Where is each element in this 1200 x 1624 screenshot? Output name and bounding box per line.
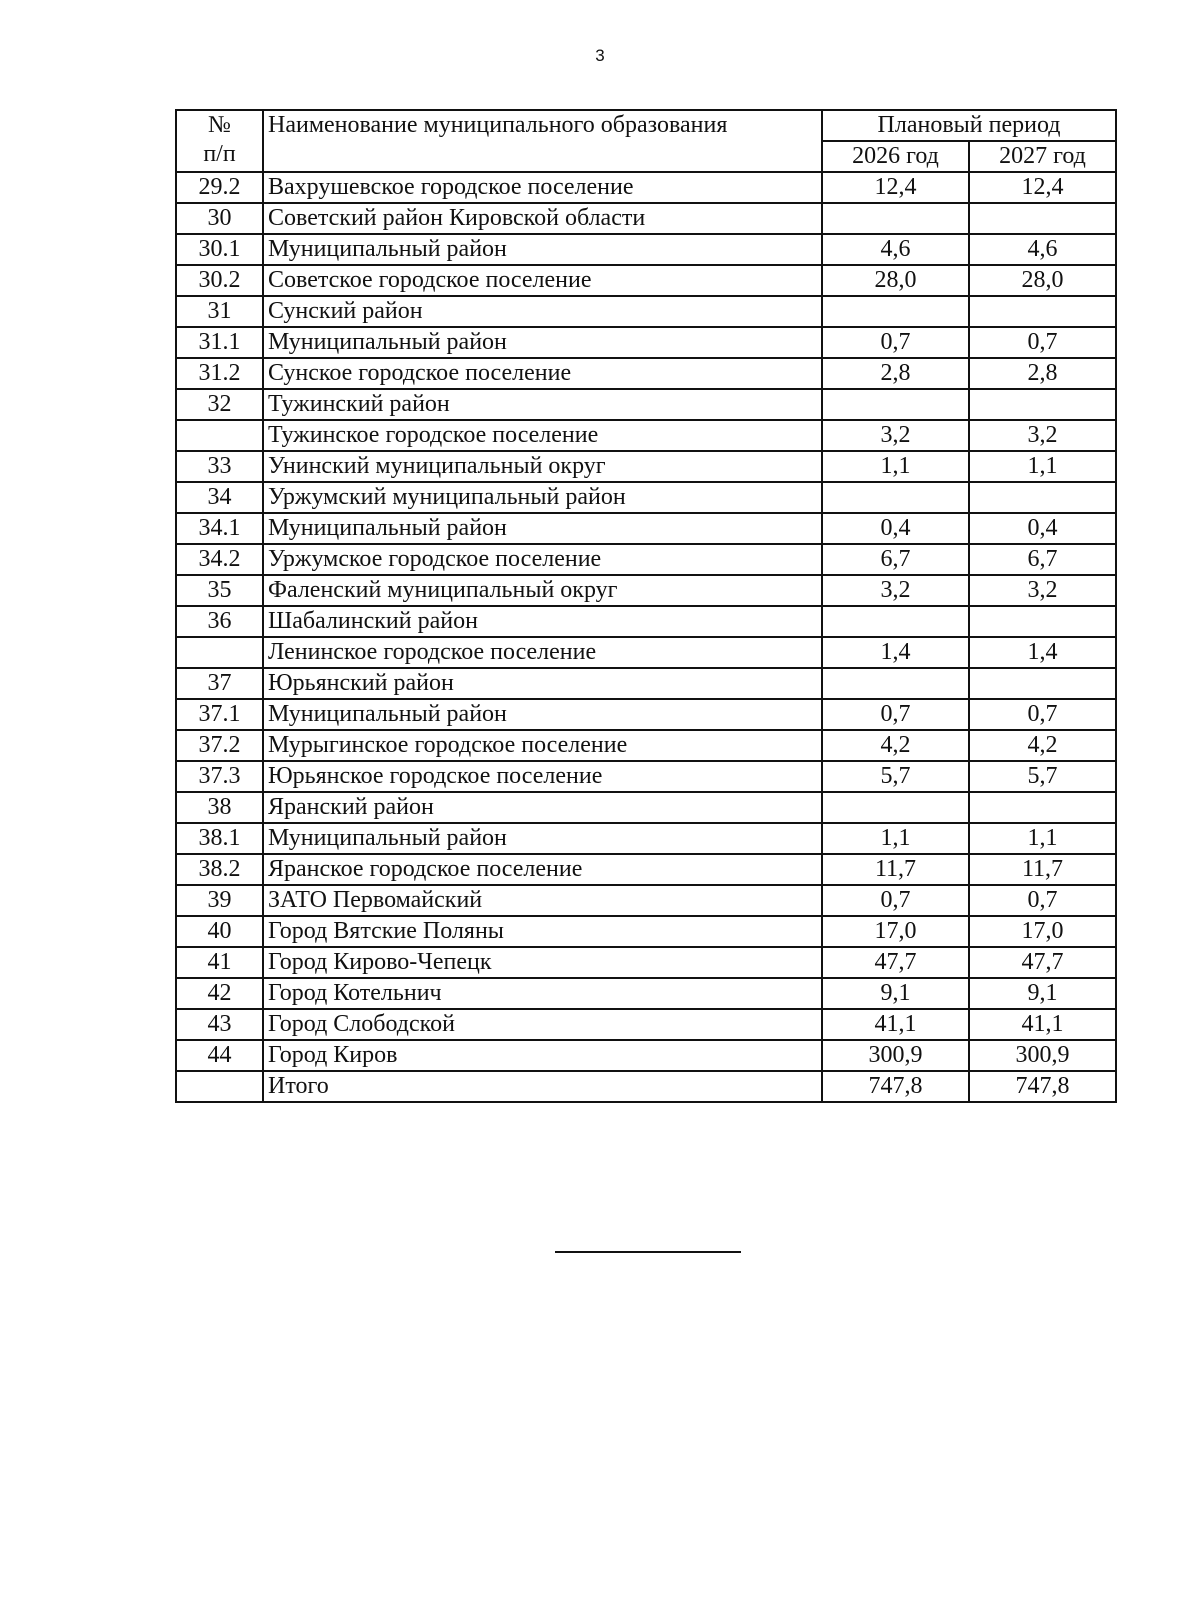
row-value-2027-cell (969, 203, 1116, 234)
header-year-2027: 2027 год (969, 141, 1116, 172)
row-name-cell: Итого (263, 1071, 822, 1102)
row-value-2027-cell: 4,2 (969, 730, 1116, 761)
row-value-2026-cell: 11,7 (822, 854, 969, 885)
row-name-cell: Уржумский муниципальный район (263, 482, 822, 513)
row-number-cell: 44 (176, 1040, 263, 1071)
row-name-cell: Город Киров (263, 1040, 822, 1071)
row-value-2026-cell: 0,4 (822, 513, 969, 544)
row-value-2027-cell: 0,7 (969, 885, 1116, 916)
table-row (176, 978, 1116, 1009)
row-name-cell: Город Вятские Поляны (263, 916, 822, 947)
row-name-cell: Яранский район (263, 792, 822, 823)
row-value-2026-cell: 28,0 (822, 265, 969, 296)
table-row (176, 792, 1116, 823)
row-number-cell: 37.3 (176, 761, 263, 792)
row-number-cell (176, 637, 263, 668)
row-value-2027-cell: 1,1 (969, 451, 1116, 482)
table-row (176, 947, 1116, 978)
header-number-line2: п/п (203, 141, 236, 167)
row-value-2026-cell: 3,2 (822, 575, 969, 606)
row-number-cell: 34 (176, 482, 263, 513)
row-value-2027-cell: 747,8 (969, 1071, 1116, 1102)
row-name-cell: Муниципальный район (263, 513, 822, 544)
table-row (176, 265, 1116, 296)
header-name: Наименование муниципального образования (263, 110, 822, 172)
row-name-cell: Город Слободской (263, 1009, 822, 1040)
row-number-cell: 43 (176, 1009, 263, 1040)
row-value-2027-cell: 17,0 (969, 916, 1116, 947)
row-number-cell: 40 (176, 916, 263, 947)
closing-divider-line (555, 1251, 741, 1253)
row-name-cell: ЗАТО Первомайский (263, 885, 822, 916)
row-value-2026-cell: 17,0 (822, 916, 969, 947)
row-value-2027-cell (969, 668, 1116, 699)
table-row (176, 885, 1116, 916)
row-value-2027-cell: 5,7 (969, 761, 1116, 792)
row-value-2026-cell: 1,4 (822, 637, 969, 668)
row-value-2027-cell: 9,1 (969, 978, 1116, 1009)
table-row (176, 358, 1116, 389)
row-value-2026-cell: 6,7 (822, 544, 969, 575)
row-number-cell: 29.2 (176, 172, 263, 203)
row-value-2026-cell: 0,7 (822, 327, 969, 358)
row-value-2026-cell: 9,1 (822, 978, 969, 1009)
table-row (176, 203, 1116, 234)
row-value-2026-cell: 5,7 (822, 761, 969, 792)
row-number-cell: 36 (176, 606, 263, 637)
row-value-2026-cell: 2,8 (822, 358, 969, 389)
row-value-2027-cell: 4,6 (969, 234, 1116, 265)
row-value-2027-cell (969, 296, 1116, 327)
row-number-cell: 31.2 (176, 358, 263, 389)
row-value-2026-cell: 300,9 (822, 1040, 969, 1071)
table-header (176, 110, 1116, 172)
table-row (176, 916, 1116, 947)
row-number-cell: 38.1 (176, 823, 263, 854)
row-value-2026-cell: 0,7 (822, 885, 969, 916)
table-row (176, 1040, 1116, 1071)
row-name-cell: Город Котельнич (263, 978, 822, 1009)
row-value-2027-cell: 0,7 (969, 699, 1116, 730)
row-name-cell: Уржумское городское поселение (263, 544, 822, 575)
row-number-cell: 30.2 (176, 265, 263, 296)
row-value-2026-cell: 3,2 (822, 420, 969, 451)
table-row (176, 668, 1116, 699)
row-number-cell: 33 (176, 451, 263, 482)
table-row (176, 1009, 1116, 1040)
table-row (176, 327, 1116, 358)
row-value-2026-cell (822, 482, 969, 513)
row-number-cell (176, 1071, 263, 1102)
row-name-cell: Унинский муниципальный округ (263, 451, 822, 482)
row-name-cell: Сунский район (263, 296, 822, 327)
table-row (176, 854, 1116, 885)
table-body (176, 172, 1116, 1102)
row-value-2027-cell: 300,9 (969, 1040, 1116, 1071)
row-name-cell: Муниципальный район (263, 823, 822, 854)
row-value-2026-cell (822, 606, 969, 637)
row-name-cell: Советское городское поселение (263, 265, 822, 296)
row-value-2026-cell: 12,4 (822, 172, 969, 203)
row-name-cell: Тужинский район (263, 389, 822, 420)
row-value-2027-cell: 1,1 (969, 823, 1116, 854)
row-value-2027-cell: 0,7 (969, 327, 1116, 358)
row-number-cell: 41 (176, 947, 263, 978)
table-row (176, 420, 1116, 451)
row-value-2027-cell: 28,0 (969, 265, 1116, 296)
row-value-2027-cell: 0,4 (969, 513, 1116, 544)
table-row (176, 172, 1116, 203)
row-number-cell: 35 (176, 575, 263, 606)
row-number-cell: 37.2 (176, 730, 263, 761)
row-name-cell: Советский район Кировской области (263, 203, 822, 234)
row-number-cell: 38 (176, 792, 263, 823)
row-value-2026-cell: 1,1 (822, 823, 969, 854)
row-value-2027-cell: 12,4 (969, 172, 1116, 203)
table-row (176, 730, 1116, 761)
row-value-2027-cell: 11,7 (969, 854, 1116, 885)
row-name-cell: Вахрушевское городское поселение (263, 172, 822, 203)
table-row (176, 482, 1116, 513)
row-name-cell: Мурыгинское городское поселение (263, 730, 822, 761)
page-number: 3 (595, 46, 605, 65)
row-value-2026-cell (822, 203, 969, 234)
table-row (176, 296, 1116, 327)
row-value-2027-cell: 3,2 (969, 420, 1116, 451)
row-name-cell: Ленинское городское поселение (263, 637, 822, 668)
table-row (176, 699, 1116, 730)
row-number-cell: 32 (176, 389, 263, 420)
row-value-2027-cell: 3,2 (969, 575, 1116, 606)
table-row (176, 234, 1116, 265)
row-value-2026-cell (822, 668, 969, 699)
table-row (176, 544, 1116, 575)
row-name-cell: Муниципальный район (263, 699, 822, 730)
row-number-cell: 42 (176, 978, 263, 1009)
row-value-2026-cell: 4,2 (822, 730, 969, 761)
row-value-2026-cell (822, 792, 969, 823)
row-name-cell: Шабалинский район (263, 606, 822, 637)
header-number-line1: № (208, 112, 231, 138)
table-row (176, 637, 1116, 668)
row-number-cell: 39 (176, 885, 263, 916)
row-name-cell: Муниципальный район (263, 327, 822, 358)
row-name-cell: Яранское городское поселение (263, 854, 822, 885)
header-year-2026: 2026 год (822, 141, 969, 172)
row-number-cell: 37 (176, 668, 263, 699)
row-value-2026-cell (822, 389, 969, 420)
table-row (176, 761, 1116, 792)
header-period: Плановый период (822, 110, 1116, 141)
row-name-cell: Фаленский муниципальный округ (263, 575, 822, 606)
header-row-1 (176, 110, 1116, 141)
row-value-2026-cell: 1,1 (822, 451, 969, 482)
header-number (176, 110, 263, 172)
table-row (176, 606, 1116, 637)
row-value-2026-cell: 47,7 (822, 947, 969, 978)
row-value-2026-cell: 4,6 (822, 234, 969, 265)
row-value-2027-cell: 6,7 (969, 544, 1116, 575)
row-value-2027-cell (969, 606, 1116, 637)
row-number-cell: 34.2 (176, 544, 263, 575)
row-name-cell: Тужинское городское поселение (263, 420, 822, 451)
allocation-table (175, 109, 1117, 1103)
row-name-cell: Город Кирово-Чепецк (263, 947, 822, 978)
row-value-2026-cell (822, 296, 969, 327)
row-value-2027-cell (969, 482, 1116, 513)
row-name-cell: Муниципальный район (263, 234, 822, 265)
row-number-cell: 31 (176, 296, 263, 327)
table-row (176, 451, 1116, 482)
row-number-cell: 31.1 (176, 327, 263, 358)
row-value-2026-cell: 0,7 (822, 699, 969, 730)
row-value-2027-cell: 1,4 (969, 637, 1116, 668)
row-value-2027-cell: 47,7 (969, 947, 1116, 978)
row-name-cell: Юрьянский район (263, 668, 822, 699)
row-number-cell: 34.1 (176, 513, 263, 544)
row-value-2027-cell: 2,8 (969, 358, 1116, 389)
row-value-2026-cell: 41,1 (822, 1009, 969, 1040)
table-row (176, 575, 1116, 606)
row-number-cell: 30 (176, 203, 263, 234)
row-name-cell: Юрьянское городское поселение (263, 761, 822, 792)
table-row (176, 389, 1116, 420)
row-number-cell (176, 420, 263, 451)
table-row (176, 823, 1116, 854)
row-value-2026-cell: 747,8 (822, 1071, 969, 1102)
row-number-cell: 38.2 (176, 854, 263, 885)
table-row (176, 1071, 1116, 1102)
row-number-cell: 37.1 (176, 699, 263, 730)
row-name-cell: Сунское городское поселение (263, 358, 822, 389)
table-row (176, 513, 1116, 544)
row-value-2027-cell: 41,1 (969, 1009, 1116, 1040)
row-number-cell: 30.1 (176, 234, 263, 265)
row-value-2027-cell (969, 792, 1116, 823)
row-value-2027-cell (969, 389, 1116, 420)
